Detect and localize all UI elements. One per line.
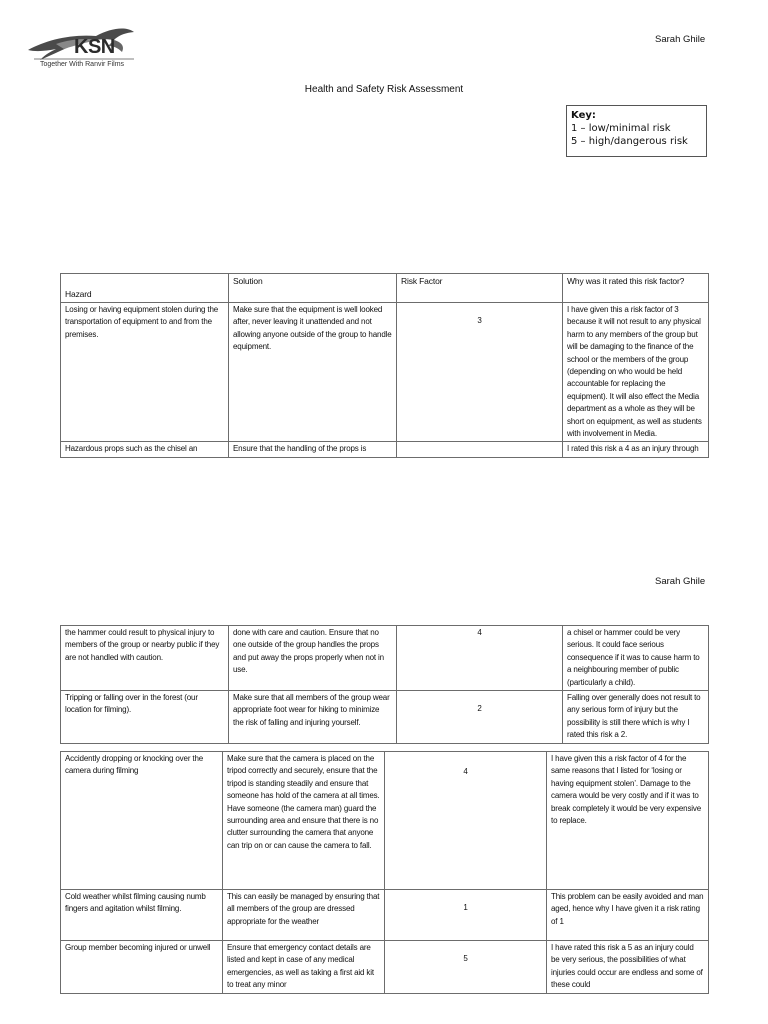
table-header-row xyxy=(61,274,709,303)
solution-cell: Ensure that emergency contact details are listed and kept in case of any medical emergencies, as well as taking a first aid kit to treat any minor xyxy=(223,941,385,994)
logo-name: KSN xyxy=(74,36,115,58)
key-box xyxy=(566,105,707,157)
table-row xyxy=(61,442,709,457)
risk-cell: 4 xyxy=(385,752,547,890)
hazard-cell: Tripping or falling over in the forest (our location for filming). xyxy=(61,691,229,744)
risk-cell: 2 xyxy=(397,691,563,744)
risk-table-page2 xyxy=(60,625,709,744)
hazard-cell: the hammer could result to physical injury to members of the group or nearby public if they are not handled with caution. xyxy=(61,626,229,691)
hazard-cell: Cold weather whilst filming causing numb fingers and agitation whilst filming. xyxy=(61,890,223,941)
solution-cell: Make sure that all members of the group wear appropriate foot wear for hiking to minimize the risk of falling and injuring yourself. xyxy=(229,691,397,744)
hazard-cell: Hazardous props such as the chisel an xyxy=(61,442,229,457)
why-cell: I have given this a risk factor of 4 for the same reasons that I listed for ‘losing or having equipment stolen’. Damage to the camera would be very costly and if it was to break completely it would be very expensive to replace. xyxy=(547,752,709,890)
solution-cell: done with care and caution. Ensure that no one outside of the group handles the props and put away the props properly when not in use. xyxy=(229,626,397,691)
page-title: Health and Safety Risk Assessment xyxy=(304,84,464,95)
logo-tagline: Together With Ranvir Films xyxy=(40,61,125,68)
why-cell: I have given this a risk factor of 3 because it will not result to any physical harm to any members of the group but will be damaging to the finance of the school or the members of the group (depending on who would be held accountable for replacing the equipment). It will also effect the Media department as a whole as they will be short on equipment, as well as students with involvement in Media. xyxy=(563,303,709,442)
why-cell: a chisel or hammer could be very serious. It could face serious consequence if it was to cause harm to a neighbouring member of public (particularly a child). xyxy=(563,626,709,691)
why-cell: This problem can be easily avoided and man aged, hence why I have given it a risk rating of 1 xyxy=(547,890,709,941)
ksn-logo xyxy=(26,24,138,76)
header-solution: Solution xyxy=(229,274,397,303)
table-row xyxy=(61,890,709,941)
table-row xyxy=(61,691,709,744)
risk-table-page1 xyxy=(60,273,709,458)
table-row xyxy=(61,303,709,442)
key-line-low: 1 – low/minimal risk xyxy=(571,123,671,134)
risk-cell: 1 xyxy=(385,890,547,941)
table-row xyxy=(61,752,709,890)
risk-cell: 3 xyxy=(397,303,563,442)
solution-cell: Ensure that the handling of the props is xyxy=(229,442,397,457)
why-cell: I rated this risk a 4 as an injury through xyxy=(563,442,709,457)
why-cell: I have rated this risk a 5 as an injury could be very serious, the possibilities of what injuries could occur are endless and some of these could xyxy=(547,941,709,994)
risk-cell: 5 xyxy=(385,941,547,994)
risk-cell: 4 xyxy=(397,626,563,691)
risk-table-page2-continued xyxy=(60,751,709,994)
hazard-cell: Accidently dropping or knocking over the camera during filming xyxy=(61,752,223,890)
key-line-high: 5 – high/dangerous risk xyxy=(571,136,688,147)
header-risk-factor: Risk Factor xyxy=(397,274,563,303)
hazard-cell: Losing or having equipment stolen during the transportation of equipment to and from the premises. xyxy=(61,303,229,442)
why-cell: Falling over generally does not result to any serious form of injury but the possibility is still there which is why I rated this risk a 2. xyxy=(563,691,709,744)
solution-cell: Make sure that the camera is placed on the tripod correctly and securely, ensure that the tripod is standing steadily and ensure that someone has hold of the camera at all times. Have someone (the camera man) guard the surrounding area and ensure that there is no clutter surrounding the camera that anyone can trip on or can cause the camera to fall. xyxy=(223,752,385,890)
author-name: Sarah Ghile xyxy=(655,34,706,45)
table-row xyxy=(61,941,709,994)
hazard-cell: Group member becoming injured or unwell xyxy=(61,941,223,994)
key-title: Key: xyxy=(571,110,596,121)
author-name-page2: Sarah Ghile xyxy=(655,576,706,587)
solution-cell: Make sure that the equipment is well looked after, never leaving it unattended and not allowing anyone outside of the group to handle equipment. xyxy=(229,303,397,442)
header-why: Why was it rated this risk factor? xyxy=(563,274,709,303)
header-hazard: Hazard xyxy=(61,274,229,303)
risk-cell xyxy=(397,442,563,457)
solution-cell: This can easily be managed by ensuring that all members of the group are dressed appropriate for the weather xyxy=(223,890,385,941)
table-row xyxy=(61,626,709,691)
